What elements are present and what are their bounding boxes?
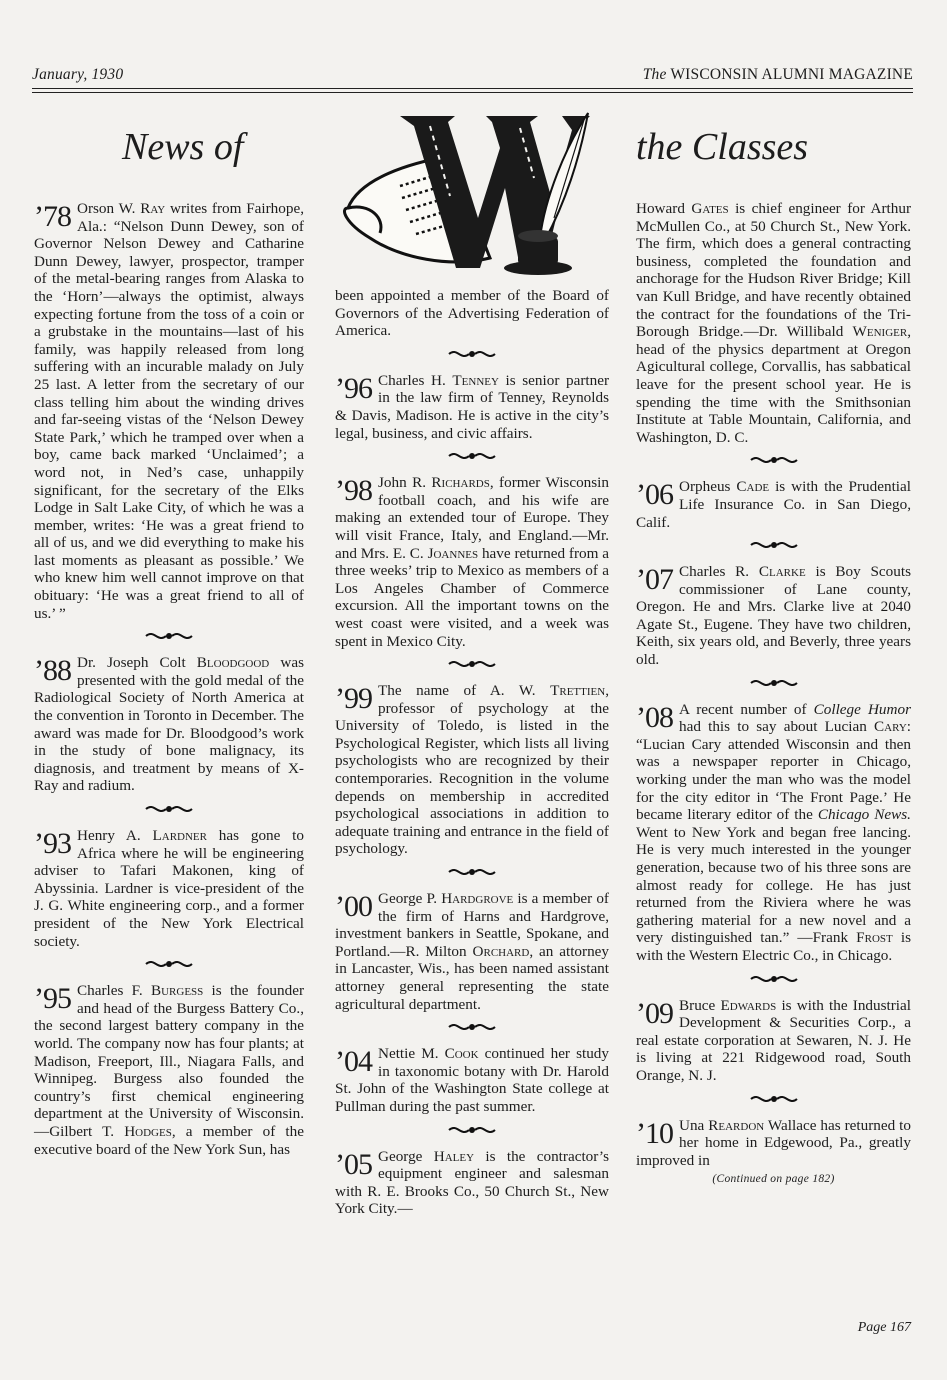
header-rule-thin [32,92,913,93]
column-1 [34,200,304,1158]
entry-text: was presented with the gold medal of the Radiological Society of North America at the convention in Toronto in December. The award was made for Dr. Bloodgood’s work in the study of bone malignacy, its diagnosis, and treatment by means of X-Ray and radium. [34,654,304,795]
class-year: ’00 [335,890,372,924]
entry-text: , head of the physics department at Oregon Agicultural college, Corvallis, has sabbatical leave for the present school year. He is spending the time with the Smithsonian Institute at Table Mountain, California, and Washington, D. C. [636,323,911,446]
ornament-divider [335,1118,609,1142]
alumnus-name: Ray [140,200,166,217]
entry-text: have returned from a three weeks’ trip to Mexico as members of a Los Angeles Chamber of Commerce excursion. All the important towns on the west coast were visited, and a week was spent in Mexico City. [335,544,610,650]
alumnus-name: Joannes [427,544,479,562]
entry-text: , a member of the executive board of the New York Sun, has [34,1122,304,1158]
entry-1893 [34,827,304,950]
alumnus-name: Hardgrove [441,890,514,908]
ornament-divider [636,448,911,472]
publication-title: College Humor [813,700,911,718]
ornament-divider [34,952,304,976]
entry-1906 [636,478,911,531]
class-year: ’08 [636,700,673,734]
entry-text: Charles H. [378,371,453,389]
alumnus-name: Bloodgood [196,654,270,672]
entry-1896 [335,372,609,442]
column-2 [335,287,609,1218]
magazine-title [643,66,913,84]
alumnus-name: Clarke [758,563,806,581]
ornament-divider [335,1015,609,1039]
alumnus-name: Weniger [852,323,908,341]
entry-text: had this to say about Lucian [679,718,875,736]
entry-text: Orson W. [77,200,141,217]
ornament-divider [335,342,609,366]
alumnus-name: Hodges [124,1122,172,1140]
class-year: ’88 [34,654,71,688]
magazine-prefix: The [642,66,667,83]
ornament-divider [335,860,609,884]
alumnus-name: Gates [691,200,729,217]
entry-text: The name of A. W. [378,682,551,700]
class-year: ’06 [636,478,673,512]
entry-text: is senior partner in the law firm of Tenney, Reynolds & Davis, Madison. He is active in the city’s legal, business, and civic affairs. [335,371,609,442]
entry-text: : “Lucian Cary attended Wisconsin and then was a newspaper reporter in Chicago, working under the man who was the model for the city editor in ‘The Front Page.’ He became literary editor of the [636,718,911,824]
entry-text: Wallace has returned to her home in Edgewood, Pa., greatly improved in [636,1116,911,1169]
entry-text: George [378,1147,434,1165]
entry-1895 [34,982,304,1158]
alumnus-name: Frost [856,929,893,947]
entry-text: Orpheus [679,478,737,496]
ornament-divider [636,1087,911,1111]
publication-title: Chicago News. [817,806,911,824]
entry-text: is with the Western Electric Co., in Chicago. [636,929,911,964]
alumnus-name: Cade [736,478,770,496]
entry-text: is the founder and head of the Burgess Battery Co., the second largest battery company in the world. The company now has four plants; at Madison, Freeport, Ill., Niagara Falls, and Winnipeg. Burgess also founded the country’s first chemical engineering department at the University of Wisconsin.—Gilbert T. [34,982,305,1140]
entry-text: is chief engineer for Arthur McMullen Co., at 50 Church St., New York. The firm, which does a general contracting business, completed the foundation and anchorage for the Hudson River Bridge; Kill van Kull Bridge, and have recently obtained the contract for the foundations of the Tri-Borough Bridge.—Dr. Willibald [636,200,912,341]
page-number: Page 167 [857,1320,911,1335]
class-year: ’93 [34,827,71,860]
entry-text: is with the Industrial Development & Securities Corp., a real estate corporation at Sewaren, N. J. He is living at 221 Ridgewood road, South Orange, N. J. [636,996,911,1084]
entry-text: , an attorney in Lancaster, Wis., has been named assistant attorney general representing the state agricultural department. [335,942,609,1013]
entry-1907 [636,563,911,669]
alumnus-name: Richards [431,474,490,492]
entry-1904 [335,1045,609,1115]
alumnus-name: Tenney [452,371,499,389]
entry-1899 [335,682,609,858]
entry-text: Dr. Joseph Colt [77,654,197,672]
entry-text: Charles R. [679,563,759,581]
ornament-divider [636,967,911,991]
alumnus-name: Reardon [708,1116,765,1134]
alumnus-name: Lardner [152,827,207,844]
ornament-divider [34,624,304,648]
entry-text: has gone to Africa where he will be engineering adviser to Tafari Makonen, king of Abyssinia. Lardner is vice-president of the J. G. White engineering corp., and a former president of the New York Electrical society. [34,827,304,950]
ornament-divider [34,797,304,821]
entry-text: Charles F. [77,982,151,1000]
entry-text: continued her study in taxonomic botany with Dr. Harold St. John of the Washington State college at Pullman during the past summer. [335,1045,609,1115]
entry-1898 [335,474,609,650]
entry-text: is with the Prudential Life Insurance Co. in San Diego, Calif. [636,478,911,531]
entry-text: George P. [378,890,442,908]
entry-text: Henry A. [77,827,153,844]
entry-text: is Boy Scouts commissioner of Lane county, Oregon. He and Mrs. Clarke live at 2040 Agate St., Eugene. They have two children, Keith, six years old, and Beverly, three years old. [636,563,911,669]
class-year: ’09 [636,996,673,1030]
entry-text: Una [679,1116,709,1134]
continued-note: (Continued on page 182) [712,1173,835,1186]
class-year: ’04 [335,1045,372,1079]
issue-date: January, 1930 [32,66,124,83]
alumnus-name: Cook [444,1045,479,1063]
heading-left: News of [122,126,244,168]
entry-text: Howard [636,200,692,217]
entry-text: Bruce [679,996,721,1014]
class-year: ’95 [34,982,71,1016]
class-year: ’98 [335,474,372,508]
entry-1910 [636,1117,911,1170]
entry-1905-continued [636,200,911,446]
entry-1895-continued [335,287,609,340]
class-year: ’78 [34,200,71,233]
alumnus-name: Trettien [550,682,606,700]
class-year: ’96 [335,371,372,405]
entry-text: A recent number of [679,700,814,718]
entry-1900 [335,890,609,1013]
entry-1909 [636,997,911,1085]
class-year: ’99 [335,682,372,716]
entry-text: is a member of the firm of Harns and Hardgrove, investment bankers in Seattle, Spokane, and Portland.—R. Milton [335,890,609,960]
ornament-divider [335,444,609,468]
entry-text: been appointed a member of the Board of Governors of the Advertising Federation of America. [335,287,609,340]
entry-1905 [335,1148,609,1218]
class-year: ’05 [335,1147,372,1181]
entry-text: is the contractor’s equipment engineer and salesman with R. E. Brooks Co., 50 Church St., New York City.— [335,1147,610,1218]
w-scroll-quill-logo [340,108,595,278]
column-3 [636,200,911,1189]
entry-text: Went to New York and began free lancing. He is very much interested in the younger generation, because two of his three sons are almost ready for college. He has just returned from the Riviera where he was gathering material for a new novel and a very distinguished tan.” —Frank [636,823,911,947]
entry-1908 [636,701,911,965]
ornament-divider [636,533,911,557]
entry-text: , former Wisconsin football coach, and his wife are making an extended tour of Europe. They will visit France, Italy, and England.—Mr. and Mrs. E. C. [335,474,609,562]
header-rule [32,88,913,89]
heading-right: the Classes [636,126,809,168]
entry-1878 [34,200,304,622]
ornament-divider [636,671,911,695]
class-year: ’07 [636,563,673,597]
entry-text: , professor of psychology at the University of Toledo, is listed in the Psychological Register, which lists all living psychologists who are recognized by their contemporaries. Recognition in the volume depends on membership in accredited psychological associations in addition to adequate training and entrance in the field of psychology. [335,682,609,858]
alumnus-name: Burgess [150,982,204,1000]
alumnus-name: Edwards [720,996,777,1014]
magazine-name: WISCONSIN ALUMNI MAGAZINE [670,66,913,83]
ornament-divider [335,652,609,676]
class-year: ’10 [636,1116,673,1150]
entry-1888 [34,654,304,795]
alumnus-name: Cary [874,718,907,736]
entry-text: Nettie M. [378,1045,445,1063]
alumnus-name: Orchard [472,942,530,960]
entry-text: John R. [378,474,432,492]
alumnus-name: Haley [433,1147,475,1165]
entry-text: writes from Fairhope, Ala.: “Nelson Dunn Dewey, son of Governor Nelson Dewey and Catharine Dunn Dewey, lawyer, prospector, tramper of the metal-bearing ranges from Alaska to the ‘Horn’—always the optimist, always expecting fortune from the toss of a coin or a grubstake in the mountains—last of his family, was happily released from long suffering with an incurable malady on July 25 last. A letter from the secretary of our class telling him about the winding drives and far-seeing vistas of the ‘Nelson Dewey State Park,’ which he tramped over when a boy, came back marked ‘Unclaimed’; a word not, in Ned’s case, unhappily significant, for the secretary of the Elks Lodge in Salt Lake City, of which he was a member, writes: ‘He was a great friend to all of us, and we did everything to make his last moments as pleasant as possible.’ We who knew him well cannot improve on that obituary: ‘He was a great friend to all of us.’ ” [34,200,305,622]
